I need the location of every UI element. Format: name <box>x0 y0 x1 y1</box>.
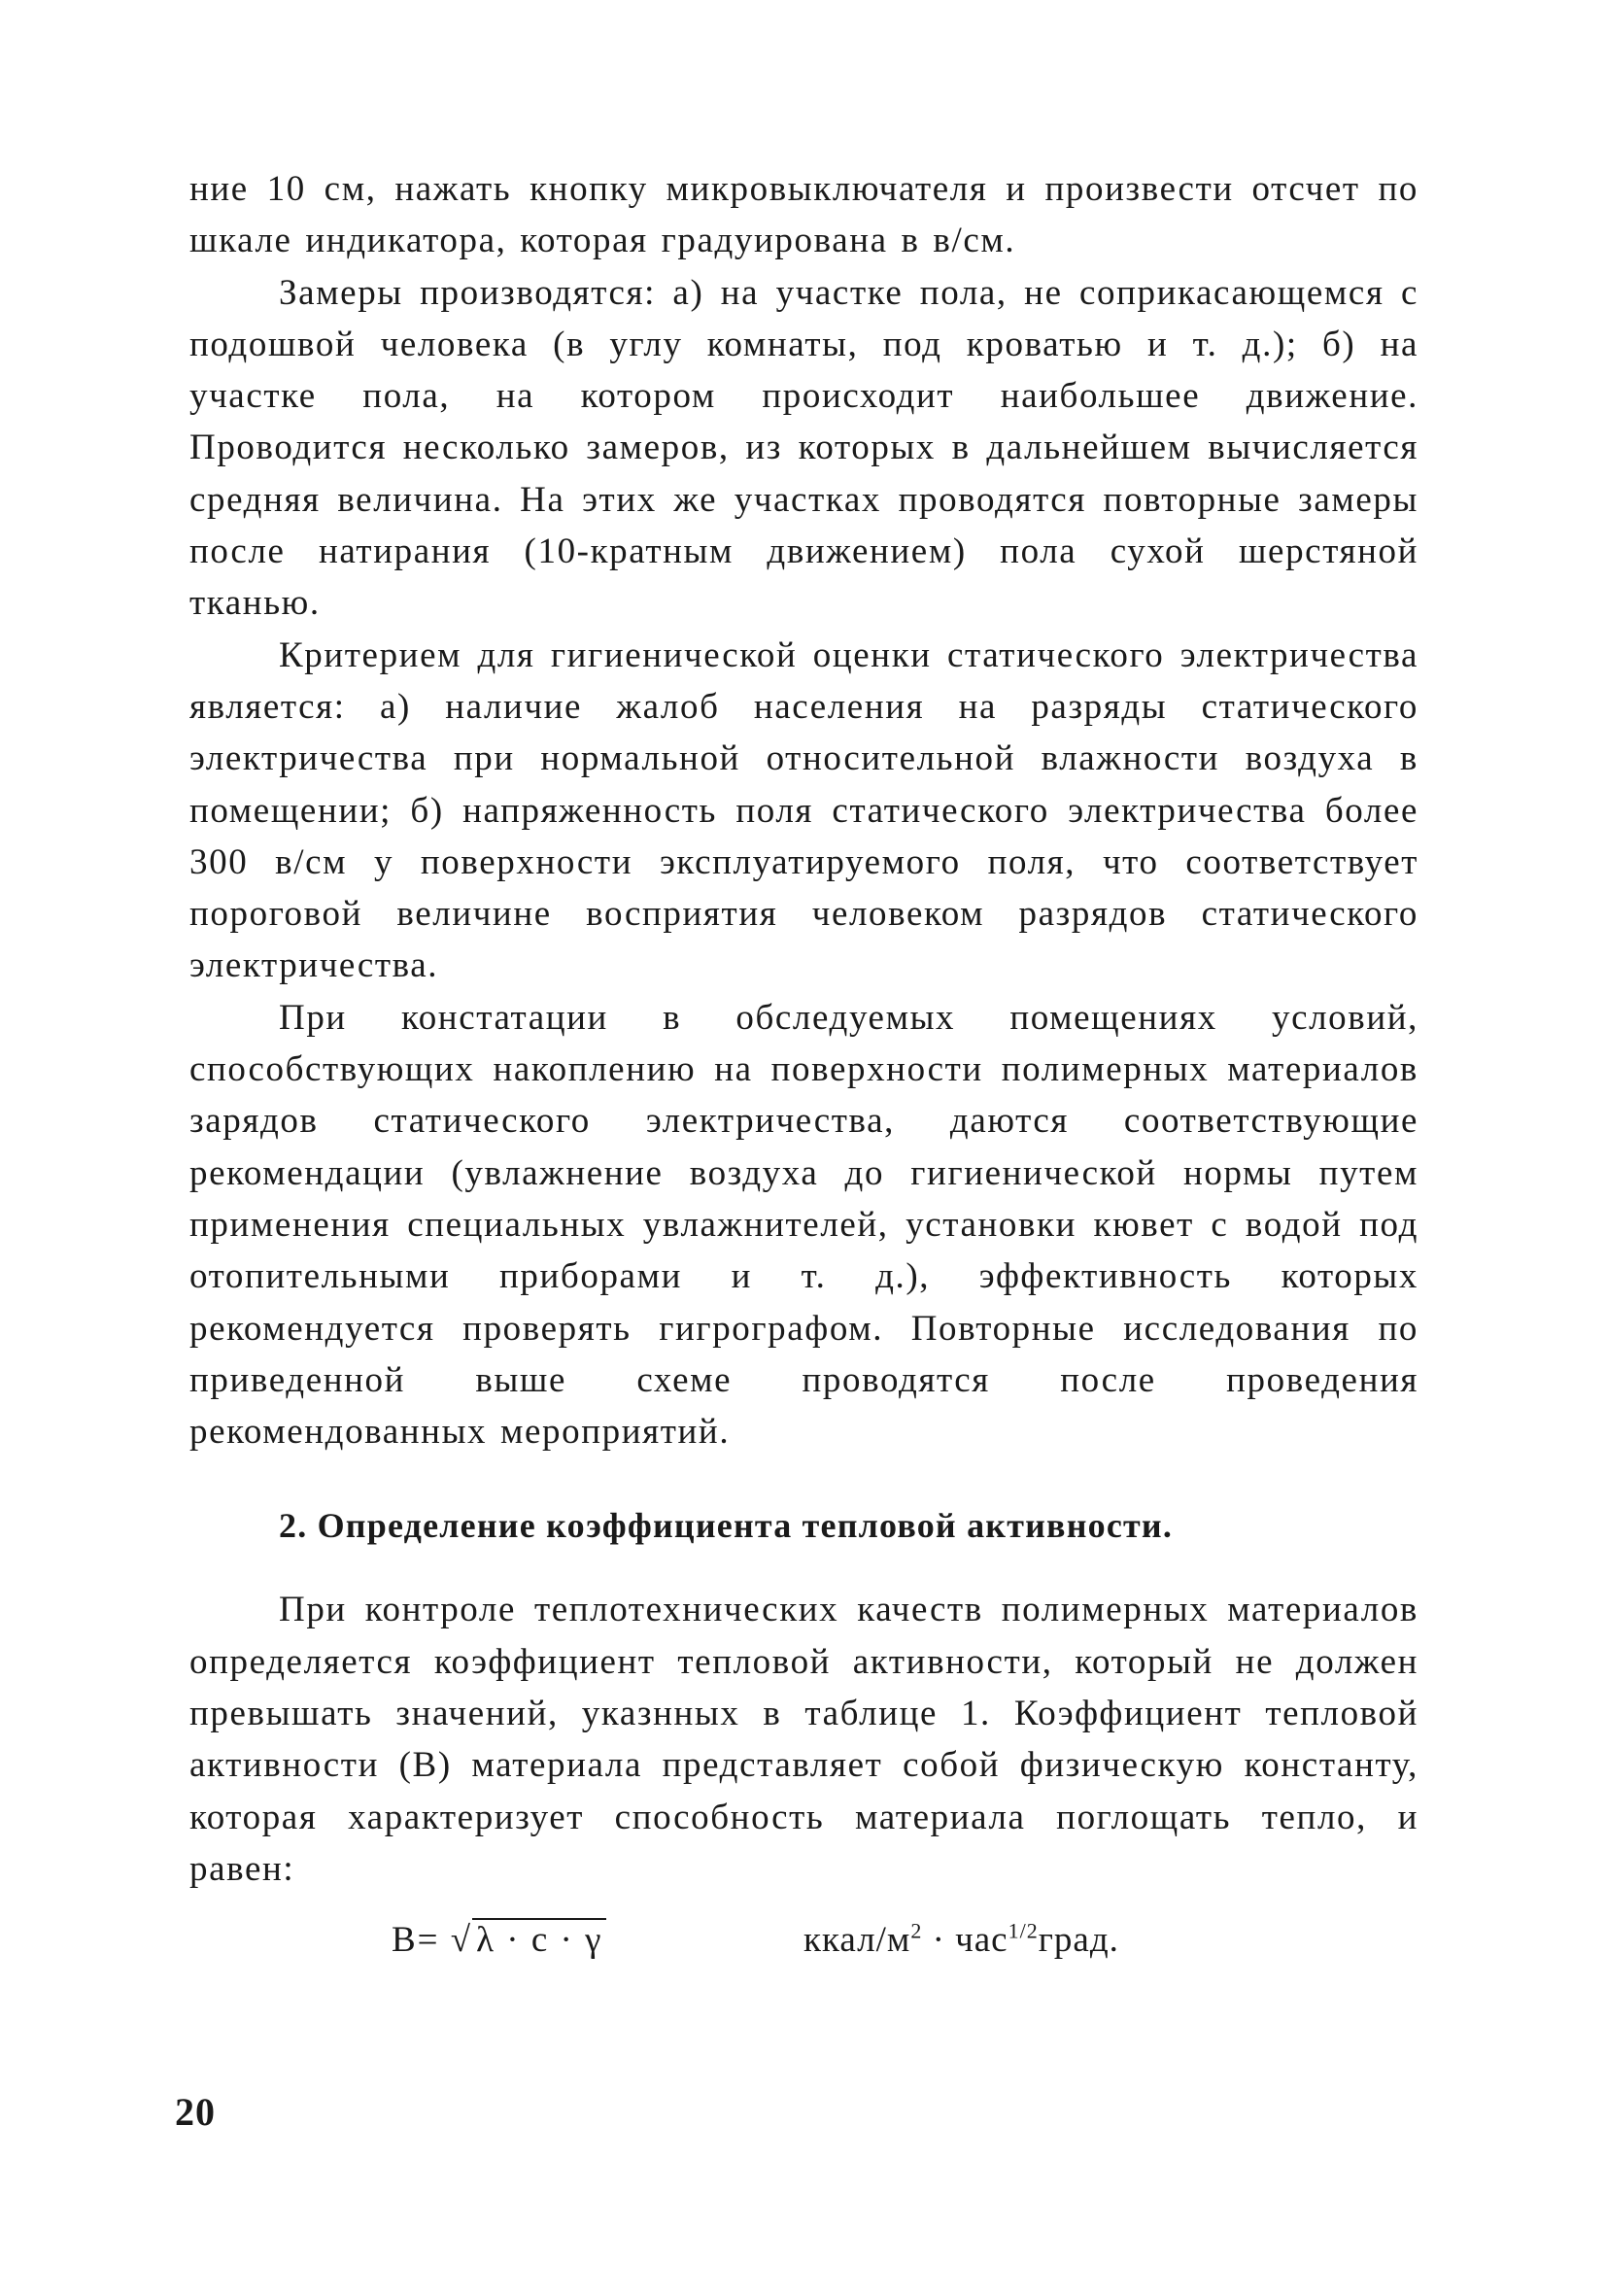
formula <box>189 1916 1418 1967</box>
section-heading: 2. Определение коэффициента тепловой активности. <box>279 1506 1174 1546</box>
paragraph-continuation: ние 10 см, нажать кнопку микровыключателя и произвести отсчет по шкале индикатора, которая градуирована в в/см. <box>189 169 1418 261</box>
paragraph-criterion: Критерием для гигиенической оценки статического электричества является: а) наличие жалоб населения на разряды статического электричества при нормальной относительной влажности воздуха в помещении; б) напряженность поля статического электричества более 300 в/см у поверхности эксплуатируемого поля, что соответствует пороговой величине восприятия человеком разрядов статического электричества. <box>189 634 1418 986</box>
page-number: 20 <box>175 2090 216 2134</box>
paragraph-recommendations: При констатации в обследуемых помещениях условий, способствующих накоплению на поверхности полимерных материалов зарядов статического электричества, даются соответствующие рекомендации (увлажнение воздуха до гигиенической нормы путем применения специальных увлажнителей, установки кювет с водой под отопительными приборами и т. д.), эффективность которых рекомендуется проверять гигрографом. Повторные исследования по приведенной выше схеме проводятся после проведения рекомендованных мероприятий. <box>189 997 1418 1453</box>
formula-lhs: В= <box>392 1920 440 1961</box>
square-root-sign: √ <box>450 1920 473 1961</box>
paragraph-thermal-activity: При контроле теплотехнических качеств полимерных материалов определяется коэффициент тепловой активности, который не должен превышать значений, указнных в таблице 1. Коэффициент тепловой активности (В) материала представляет собой физическую константу, которая характеризует способность материала поглощать тепло, и равен: <box>189 1590 1418 1889</box>
formula-units: ккал/$м^2$ · час$^{1/2}$град. <box>803 1918 1119 1961</box>
formula-argument: λ · c · γ <box>472 1918 606 1960</box>
page-body <box>189 163 1418 1967</box>
paragraph-measurements: Замеры производятся: а) на участке пола, не соприкасающемся с подошвой человека (в углу комнаты, под кроватью и т. д.); б) на участке пола, на котором происходит наибольшее движение. Проводится несколько замеров, из которых в дальнейшем вычисляется средняя величина. На этих же участках проводятся повторные замеры после натирания (10-кратным движением) пола сухой шерстяной тканью. <box>189 272 1418 624</box>
formula-expression <box>392 1916 606 1965</box>
